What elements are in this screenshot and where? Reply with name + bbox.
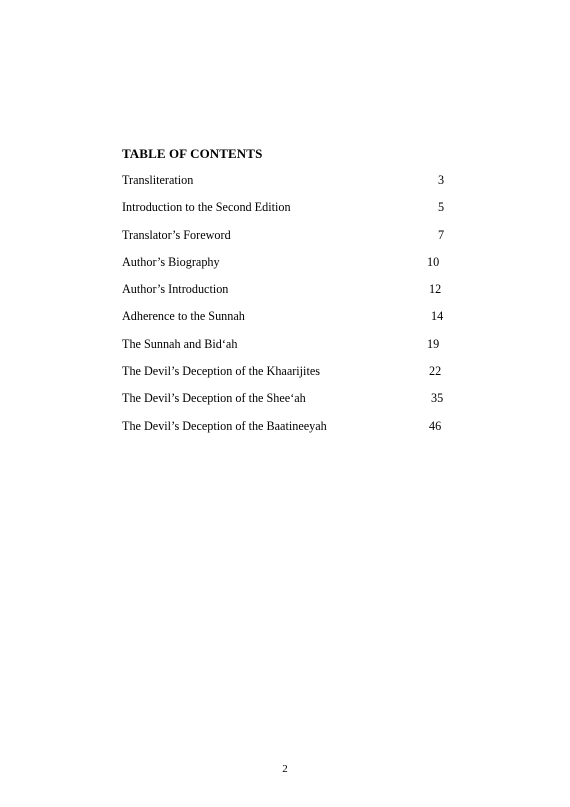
toc-entry-title: The Devil’s Deception of the Khaarijites	[122, 364, 320, 379]
toc-entry-page: 10	[427, 254, 440, 269]
toc-entry-page: 5	[438, 200, 445, 215]
toc-entry	[122, 309, 452, 336]
toc-entry-title: Adherence to the Sunnah	[122, 309, 245, 324]
toc-heading: TABLE OF CONTENTS	[122, 146, 263, 161]
page-number: 2	[282, 763, 288, 775]
toc-entry-title: Translator’s Foreword	[122, 227, 231, 242]
toc-entry-page: 12	[429, 282, 442, 297]
toc-entry-title: The Devil’s Deception of the Shee‘ah	[122, 391, 306, 406]
toc-entry-page: 35	[431, 391, 444, 406]
toc-entry	[122, 337, 452, 364]
toc-entry	[122, 255, 452, 282]
toc-entry	[122, 282, 452, 309]
toc-entry-title: Transliteration	[122, 173, 194, 187]
toc-list	[122, 173, 452, 446]
toc-entry	[122, 200, 452, 227]
toc-entry-page: 19	[427, 336, 440, 351]
toc-entry-page: 46	[429, 418, 442, 433]
toc-entry-title: Author’s Introduction	[122, 282, 229, 297]
toc-entry	[122, 173, 452, 200]
toc-entry	[122, 419, 452, 446]
toc-entry	[122, 391, 452, 418]
toc-entry-page: 22	[429, 364, 442, 379]
toc-entry-page: 3	[438, 173, 445, 187]
toc-entry	[122, 364, 452, 391]
toc-entry	[122, 228, 452, 255]
toc-entry-title: The Devil’s Deception of the Baatineeyah	[122, 418, 327, 433]
toc-entry-title: Introduction to the Second Edition	[122, 200, 291, 215]
toc-entry-page: 14	[431, 309, 444, 324]
toc-entry-title: Author’s Biography	[122, 254, 220, 269]
toc-entry-title: The Sunnah and Bid‘ah	[122, 336, 238, 351]
toc-entry-page: 7	[438, 227, 445, 242]
